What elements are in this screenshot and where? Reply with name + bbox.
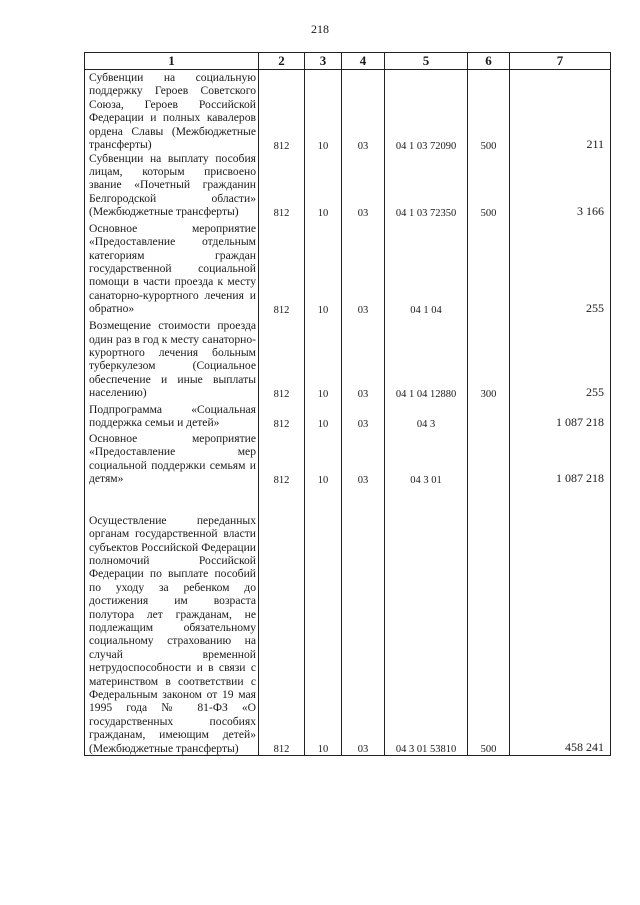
row-target-article: 04 1 03 72350 <box>385 152 468 219</box>
table-row <box>85 430 611 486</box>
row-subsection-code: 03 <box>342 219 385 316</box>
col-header-6: 6 <box>468 53 510 70</box>
row-name: Возмещение стоимости проезда один раз в год к месту санаторно-курортного лечения больным туберкулезом (Социальное обеспечение и иные выплаты населению) <box>85 316 259 400</box>
row-amount: 211 <box>510 70 611 152</box>
row-name: Осуществление переданных органам государственной власти субъектов Российской Федерации полномочий Российской Федерации по выплате пособий по уходу за ребенком до достижения им возраста полутора лет гражданам, не подлежащим обязательному социальному страхованию на случай временной нетрудоспособности и в связи с материнством в соответствии с Федеральным законом от 19 мая 1995 года № 81-ФЗ «О государственных пособиях гражданам, имеющим детей» (Межбюджетные трансферты) <box>85 486 259 756</box>
row-target-article: 04 1 03 72090 <box>385 70 468 152</box>
row-expense-type: 500 <box>468 486 510 756</box>
col-header-5: 5 <box>385 53 468 70</box>
col-header-4: 4 <box>342 53 385 70</box>
row-name: Субвенции на социальную поддержку Героев Советского Союза, Героев Российской Федерации и полных кавалеров ордена Славы (Межбюджетные трансферты) <box>85 70 259 152</box>
row-amount: 458 241 <box>510 486 611 756</box>
row-ministry-code: 812 <box>259 430 305 486</box>
row-section-code: 10 <box>305 400 342 430</box>
row-subsection-code: 03 <box>342 400 385 430</box>
row-amount: 3 166 <box>510 152 611 219</box>
table-row <box>85 70 611 152</box>
table-row <box>85 316 611 400</box>
row-name: Субвенции на выплату пособия лицам, которым присвоено звание «Почетный гражданин Белгородской области» (Межбюджетные трансферты) <box>85 152 259 219</box>
row-target-article: 04 1 04 <box>385 219 468 316</box>
row-ministry-code: 812 <box>259 486 305 756</box>
table-row <box>85 219 611 316</box>
row-amount: 1 087 218 <box>510 430 611 486</box>
budget-table <box>84 52 611 756</box>
header-row <box>85 53 611 70</box>
page-number: 218 <box>311 22 329 36</box>
row-subsection-code: 03 <box>342 486 385 756</box>
row-ministry-code: 812 <box>259 70 305 152</box>
row-subsection-code: 03 <box>342 430 385 486</box>
row-ministry-code: 812 <box>259 316 305 400</box>
row-target-article: 04 3 01 53810 <box>385 486 468 756</box>
row-expense-type: 300 <box>468 316 510 400</box>
col-header-1: 1 <box>85 53 259 70</box>
row-ministry-code: 812 <box>259 152 305 219</box>
row-section-code: 10 <box>305 152 342 219</box>
row-ministry-code: 812 <box>259 219 305 316</box>
row-subsection-code: 03 <box>342 70 385 152</box>
row-section-code: 10 <box>305 219 342 316</box>
row-expense-type: 500 <box>468 152 510 219</box>
row-expense-type: 500 <box>468 70 510 152</box>
row-name: Основное мероприятие «Предоставление мер социальной поддержки семьям и детям» <box>85 430 259 486</box>
row-expense-type <box>468 430 510 486</box>
col-header-2: 2 <box>259 53 305 70</box>
col-header-3: 3 <box>305 53 342 70</box>
row-name: Основное мероприятие «Предоставление отдельным категориям граждан государственной социальной помощи в части проезда к месту санаторно-курортного лечения и обратно» <box>85 219 259 316</box>
row-ministry-code: 812 <box>259 400 305 430</box>
row-name: Подпрограмма «Социальная поддержка семьи и детей» <box>85 400 259 430</box>
table-row <box>85 400 611 430</box>
row-section-code: 10 <box>305 70 342 152</box>
row-expense-type <box>468 400 510 430</box>
table-row <box>85 152 611 219</box>
row-expense-type <box>468 219 510 316</box>
row-section-code: 10 <box>305 316 342 400</box>
row-amount: 1 087 218 <box>510 400 611 430</box>
row-target-article: 04 1 04 12880 <box>385 316 468 400</box>
row-amount: 255 <box>510 219 611 316</box>
col-header-7: 7 <box>510 53 611 70</box>
row-amount: 255 <box>510 316 611 400</box>
row-section-code: 10 <box>305 486 342 756</box>
table-row <box>85 486 611 756</box>
row-subsection-code: 03 <box>342 152 385 219</box>
row-subsection-code: 03 <box>342 316 385 400</box>
row-target-article: 04 3 <box>385 400 468 430</box>
row-section-code: 10 <box>305 430 342 486</box>
row-target-article: 04 3 01 <box>385 430 468 486</box>
